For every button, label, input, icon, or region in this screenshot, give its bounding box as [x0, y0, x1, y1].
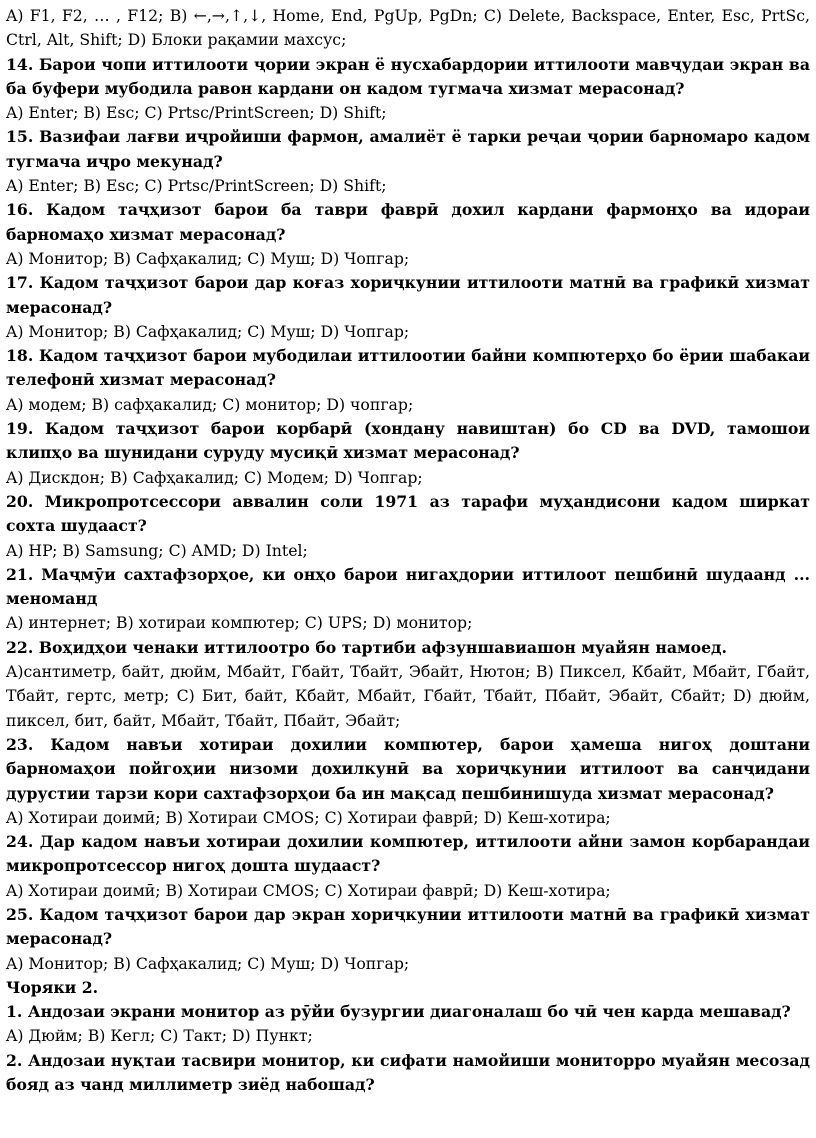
question-block [6, 53, 810, 126]
answer-options: A) Монитор; B) Сафҳакалид; C) Муш; D) Чопгар; [6, 321, 410, 341]
question-block [6, 733, 810, 830]
question-text: 23. Кадом навъи хотираи дохилии компютер, барои ҳамеша нигоҳ доштани барномаҳои пойгоҳии низоми дохилкунӣ ва хориҷкунии иттилоот ва санҷидани дурустии тарзи кори сахтафзорҳои ба ин мақсад пешбинишуда хизмат мерасонад? [6, 734, 810, 803]
section-heading: Чоряки 2. [6, 977, 99, 997]
answer-options: A) Монитор; B) Сафҳакалид; C) Муш; D) Чопгар; [6, 248, 410, 268]
answer-options: A) Enter; B) Esc; C) Prtsc/PrintScreen; D) Shift; [6, 176, 387, 196]
question-text: 20. Микропротсессори аввалин соли 1971 аз тарафи муҳандисони кадом ширкат сохта шудааст? [6, 491, 810, 536]
question-block [6, 563, 810, 636]
question-text: 25. Кадом таҷҳизот барои дар экран хориҷкунии иттилооти матнӣ ва графикӣ хизмат мерасонад? [6, 904, 810, 949]
answer-options: A) Хотираи доимӣ; B) Хотираи CMOS; C) Хотираи фаврӣ; D) Кеш-хотира; [6, 880, 611, 900]
question-text: 16. Кадом таҷҳизот барои ба таври фаврӣ дохил кардани фармонҳо ва идораи барномаҳо хизмат мерасонад? [6, 200, 810, 244]
answer-options: A) Дюйм; B) Кегл; C) Такт; D) Пункт; [6, 1026, 313, 1046]
answer-options: A) модем; B) сафҳакалид; C) монитор; D) чопгар; [6, 394, 414, 414]
question-block [6, 1049, 810, 1098]
question-block [6, 1000, 810, 1049]
question-text: 15. Вазифаи лағви иҷройиши фармон, амалиёт ё тарки реҷаи ҷории барномаро кадом тугмача иҷро мекунад? [6, 127, 810, 171]
answer-options: A) Хотираи доимӣ; B) Хотираи CMOS; C) Хотираи фаврӣ; D) Кеш-хотира; [6, 807, 611, 827]
question-text: 21. Маҷмӯи сахтафзорҳое, ки онҳо барои нигаҳдории иттилоот пешбинӣ шудаанд ... меноманд [6, 564, 810, 609]
question-text: 14. Барои чопи иттилооти ҷории экран ё нусхабардории иттилооти мавҷудаи экран ва ба буфери мубодила равон кардани он кадом тугмача хизмат мерасонад? [6, 54, 810, 98]
question-text: 24. Дар кадом навъи хотираи дохилии компютер, иттилооти айни замон корбарандаи микропротсессор нигоҳ дошта шудааст? [6, 832, 810, 876]
question-block [6, 125, 810, 198]
question-block [6, 636, 810, 733]
answer-options: A) F1, F2, … , F12; B) ←,→,↑,↓, Home, End, PgUp, PgDn; C) Delete, Backspace, Enter, Esc, PrtSc, Ctrl, Alt, Shift; D) Блоки рақамии махсус; [6, 6, 810, 50]
question-text: 2. Андозаи нуқтаи тасвири монитор, ки сифати намойиши мониторро муайян месозад бояд аз чанд миллиметр зиёд набошад? [6, 1050, 810, 1095]
question-block [6, 903, 810, 976]
answer-options: A) Enter; B) Esc; C) Prtsc/PrintScreen; D) Shift; [6, 103, 387, 123]
question-block [6, 271, 810, 344]
question-text: 1. Андозаи экрани монитор аз рӯйи бузургии диагоналаш бо чӣ чен карда мешавад? [6, 1002, 791, 1022]
question-text: 17. Кадом таҷҳизот барои дар коғаз хориҷкунии иттилооти матнӣ ва графикӣ хизмат мерасонад? [6, 273, 810, 317]
answer-options: A)сантиметр, байт, дюйм, Мбайт, Гбайт, Тбайт, Эбайт, Нютон; B) Пиксел, Кбайт, Мбайт, Гбайт, Тбайт, гертс, метр; C) Бит, байт, Кбайт, Мбайт, Гбайт, Тбайт, Пбайт, Эбайт, Сбайт; D) дюйм, пиксел, бит, байт, Мбайт, Тбайт, Пбайт, Эбайт; [6, 662, 810, 730]
question-block [6, 417, 810, 490]
answer-options: A) интернет; B) хотираи компютер; C) UPS; D) монитор; [6, 613, 473, 633]
question-block [6, 344, 810, 417]
answer-options: A) Монитор; B) Сафҳакалид; C) Муш; D) Чопгар; [6, 953, 410, 973]
question-text: 18. Кадом таҷҳизот барои мубодилаи иттилоотии байни компютерҳо бо ёрии шабакаи телефонӣ хизмат мерасонад? [6, 346, 810, 390]
answer-options: A) Дискдон; B) Сафҳакалид; C) Модем; D) Чопгар; [6, 467, 423, 487]
question-block [6, 490, 810, 563]
answer-options: A) HP; B) Samsung; C) AMD; D) Intel; [6, 540, 308, 560]
question-block [6, 198, 810, 271]
question-block [6, 830, 810, 903]
question-text: 19. Кадом таҷҳизот барои корбарӣ (хондану навиштан) бо CD ва DVD, тамошои клипҳо ва шунидани суруду мусиқӣ хизмат мерасонад? [6, 419, 810, 463]
question-text: 22. Воҳидҳои ченаки иттилоотро бо тартиби афзуншавиашон муайян намоед. [6, 637, 727, 657]
